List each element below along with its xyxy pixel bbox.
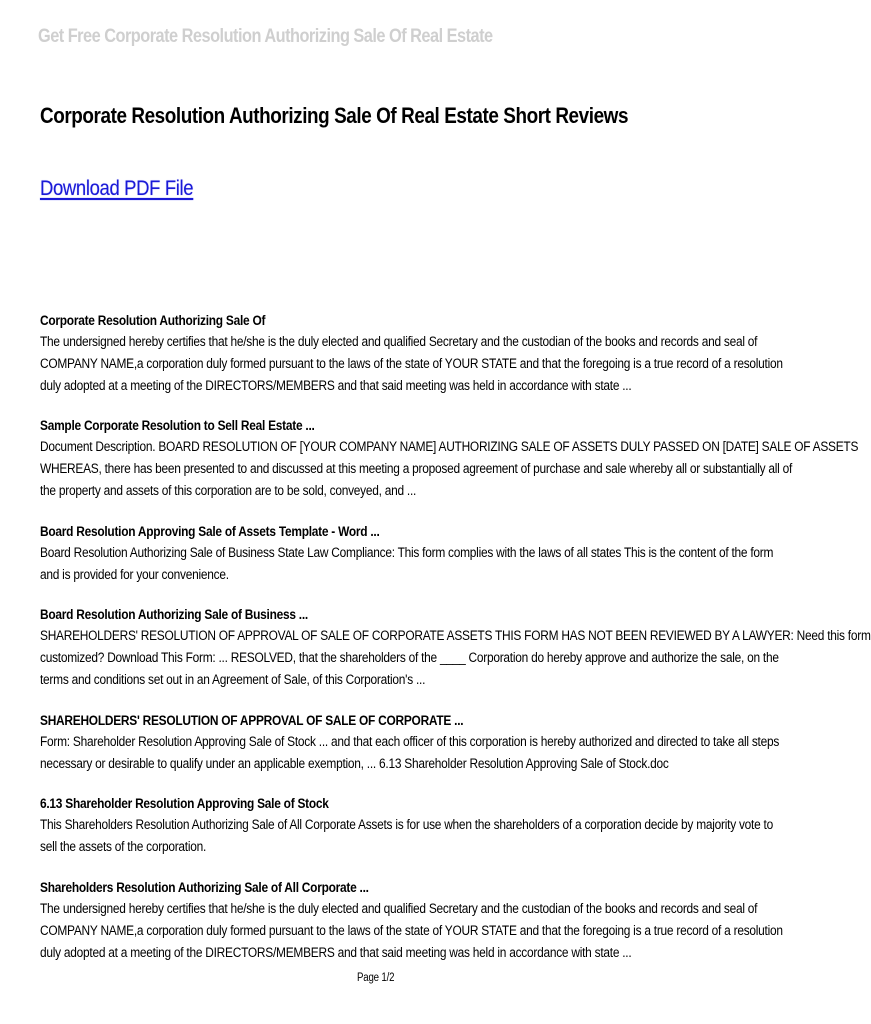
running-header: Get Free Corporate Resolution Authorizing Sale Of Real Estate (38, 26, 493, 47)
page-number: Page 1/2 (357, 972, 395, 984)
download-pdf-link[interactable]: Download PDF File (40, 177, 194, 200)
document-page: Get Free Corporate Resolution Authorizing Sale Of Real Estate Corporate Resolution Authorizing Sale Of Real Estate Short Reviews Download PDF File Corporate Resolution Authorizing Sale Of The undersigned hereby certifies that he/she is the duly elected and qualified Secretary and the custodian of the books and records and seal of COMPANY NAME,a corporation duly formed pursuant to the laws of the state of YOUR STATE and that the foregoing is a true record of a resolution duly adopted at a meeting of the DIRECTORS/MEMBERS and that said meeting was held in accordance with state ... Sample Corporate Resolution to Sell Real Estate ... Document Description. BOARD RESOLUTION OF [YOUR COMPANY NAME] AUTHORIZING SALE OF ASSETS DULY PASSED ON [DATE] SALE OF ASSETS WHEREAS, there has been presented to and discussed at this meeting a proposed agreement of purchase and sale whereby all or substantially all of the property and assets of this corporation are to be sold, conveyed, and ... Board Resolution Approving Sale of Assets Template - Word ... Board Resolution Authorizing Sale of Business State Law Compliance: This form complies with the laws of all states This is the content of the form and is provided for your convenience. Board Resolution Authorizing Sale of Business ... SHAREHOLDERS' RESOLUTION OF APPROVAL OF SALE OF CORPORATE ASSETS THIS FORM HAS NOT BEEN REVIEWED BY A LAWYER: Need this form customized? Download This Form: ... RESOLVED, that the shareholders of the ____ Corporation do hereby approve and authorize the sale, on the terms and conditions set out in an Agreement of Sale, of this Corporation's ... SHAREHOLDERS' RESOLUTION OF APPROVAL OF SALE OF CORPORATE ... Form: Shareholder Resolution Approving Sale of Stock ... and that each officer of this corporation is hereby authorized and directed to take all steps necessary or desirable to qualify under an applicable exemption, ... 6.13 Shareholder Resolution Approving Sale of Stock.doc 6.13 Shareholder Resolution Approving Sale of Stock This Shareholders Resolution Authorizing Sale of All Corporate Assets is for use when the shareholders of a corporation decide by majority vote to sell the assets of the corporation. Shareholders Resolution Authorizing Sale of All Corporate ... The undersigned hereby certifies that he/she is the duly elected and qualified Secretary and the custodian of the books and records and seal of COMPANY NAME,a corporation duly formed pursuant to the laws of the state of YOUR STATE and that the foregoing is a true record of a resolution duly adopted at a meeting of the DIRECTORS/MEMBERS and that said meeting was held in accordance with state ... Page 1/2 (38, 26, 871, 984)
page-title: Corporate Resolution Authorizing Sale Of Real Estate Short Reviews (40, 103, 629, 128)
